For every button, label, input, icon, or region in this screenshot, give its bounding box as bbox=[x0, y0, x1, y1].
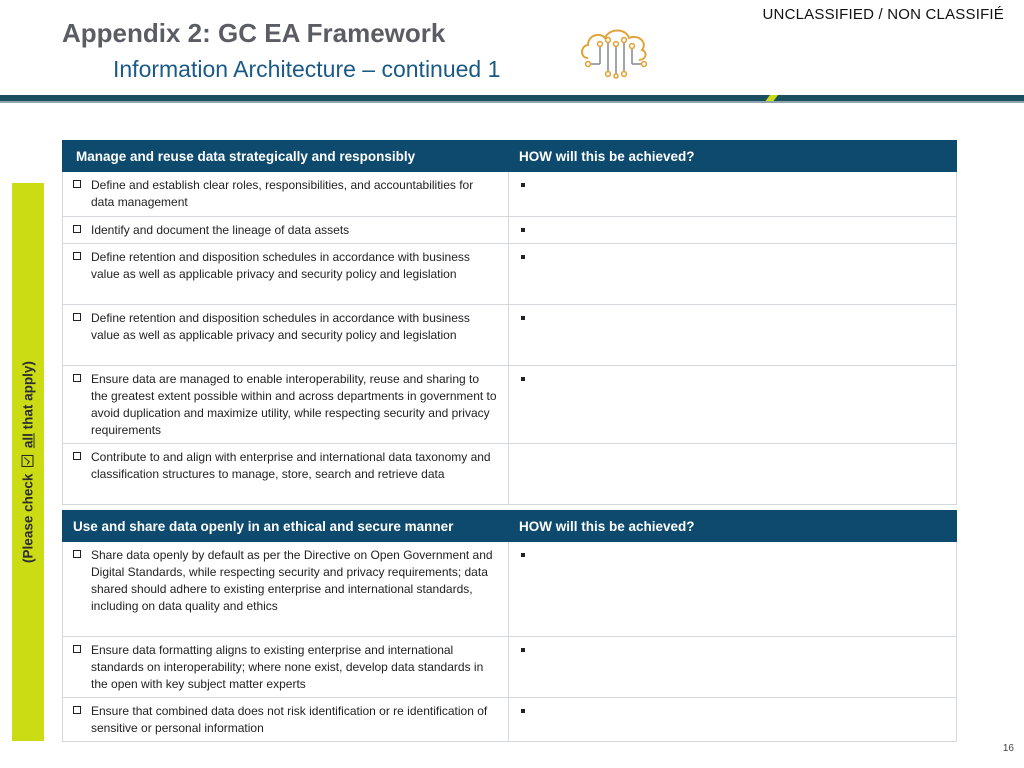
header-divider-band bbox=[0, 95, 1024, 103]
table1-col1-header: Manage and reuse data strategically and responsibly bbox=[63, 141, 509, 172]
checkbox[interactable] bbox=[73, 706, 81, 714]
bullet-icon bbox=[521, 553, 525, 557]
table-row bbox=[63, 366, 957, 444]
table-manage-reuse-data bbox=[62, 140, 957, 505]
sidebar-text-after: that apply) bbox=[20, 361, 36, 430]
table2-row3-answer[interactable] bbox=[509, 698, 957, 742]
table1-row6-answer[interactable] bbox=[509, 444, 957, 505]
item-text: Ensure data formatting aligns to existing enterprise and international standards on interoperability; where none exist, develop data standards in the open with key subject matter experts bbox=[91, 643, 484, 691]
table1-row5-answer[interactable] bbox=[509, 366, 957, 444]
bullet-icon bbox=[521, 377, 525, 381]
page-title: Appendix 2: GC EA Framework bbox=[62, 18, 446, 48]
bullet-icon bbox=[521, 648, 525, 652]
item-text: Ensure that combined data does not risk identification or re identification of sensitive or personal information bbox=[91, 704, 488, 735]
sidebar-text-all: all bbox=[20, 433, 36, 449]
checkbox[interactable] bbox=[73, 252, 81, 260]
page-number: 16 bbox=[1002, 743, 1014, 754]
page-subtitle: Information Architecture – continued 1 bbox=[113, 56, 501, 82]
table1-row1-item bbox=[63, 172, 509, 217]
checkbox[interactable] bbox=[73, 550, 81, 558]
table1-row6-item bbox=[63, 444, 509, 505]
bullet-icon bbox=[521, 228, 525, 232]
table2-col2-header: HOW will this be achieved? bbox=[509, 511, 957, 542]
table1-row2-answer[interactable] bbox=[509, 217, 957, 244]
table-row bbox=[63, 172, 957, 217]
table1-row1-answer[interactable] bbox=[509, 172, 957, 217]
table-share-data-openly bbox=[62, 510, 957, 742]
table-row bbox=[63, 698, 957, 742]
item-text: Define retention and disposition schedules in accordance with business value as well as applicable privacy and security policy and legislation bbox=[91, 311, 470, 342]
table2-col1-header: Use and share data openly in an ethical and secure manner bbox=[63, 511, 509, 542]
table-row bbox=[63, 444, 957, 505]
table-row bbox=[63, 244, 957, 305]
item-text: Contribute to and align with enterprise and international data taxonomy and classification structures to manage, store, search and retrieve data bbox=[91, 450, 491, 481]
checkbox[interactable] bbox=[73, 225, 81, 233]
table-row bbox=[63, 305, 957, 366]
bullet-icon bbox=[521, 183, 525, 187]
table1-row4-item bbox=[63, 305, 509, 366]
table-row bbox=[63, 637, 957, 698]
sidebar-instruction bbox=[21, 361, 36, 563]
checkbox[interactable] bbox=[73, 374, 81, 382]
checked-box-icon bbox=[22, 455, 34, 467]
checkbox[interactable] bbox=[73, 645, 81, 653]
table-row bbox=[63, 217, 957, 244]
table1-row2-item bbox=[63, 217, 509, 244]
checkbox[interactable] bbox=[73, 180, 81, 188]
table1-row3-answer[interactable] bbox=[509, 244, 957, 305]
sidebar-text-before: (Please check bbox=[20, 473, 36, 563]
bullet-icon bbox=[521, 255, 525, 259]
table2-row1-answer[interactable] bbox=[509, 542, 957, 637]
classification-label: UNCLASSIFIED / NON CLASSIFIÉ bbox=[762, 6, 1004, 23]
table1-col2-header: HOW will this be achieved? bbox=[509, 141, 957, 172]
bullet-icon bbox=[521, 316, 525, 320]
table2-row2-item bbox=[63, 637, 509, 698]
table-row bbox=[63, 542, 957, 637]
cloud-circuit-icon bbox=[576, 20, 656, 80]
bullet-icon bbox=[521, 709, 525, 713]
table2-row1-item bbox=[63, 542, 509, 637]
item-text: Ensure data are managed to enable interoperability, reuse and sharing to the greatest extent possible within and across departments in government to avoid duplication and maximize utility, while respecting security and privacy requirements bbox=[91, 372, 497, 437]
item-text: Define retention and disposition schedules in accordance with business value as well as applicable privacy and security policy and legislation bbox=[91, 250, 470, 281]
item-text: Share data openly by default as per the Directive on Open Government and Digital Standards, while respecting security and privacy requirements; data shared should adhere to existing enterprise and international standards, including on data quality and ethics bbox=[91, 548, 493, 613]
checkbox[interactable] bbox=[73, 313, 81, 321]
table1-row3-item bbox=[63, 244, 509, 305]
table2-row2-answer[interactable] bbox=[509, 637, 957, 698]
table1-row5-item bbox=[63, 366, 509, 444]
table1-row4-answer[interactable] bbox=[509, 305, 957, 366]
item-text: Define and establish clear roles, responsibilities, and accountabilities for data management bbox=[91, 178, 474, 209]
checkbox[interactable] bbox=[73, 452, 81, 460]
item-text: Identify and document the lineage of data assets bbox=[91, 223, 350, 237]
table2-row3-item bbox=[63, 698, 509, 742]
